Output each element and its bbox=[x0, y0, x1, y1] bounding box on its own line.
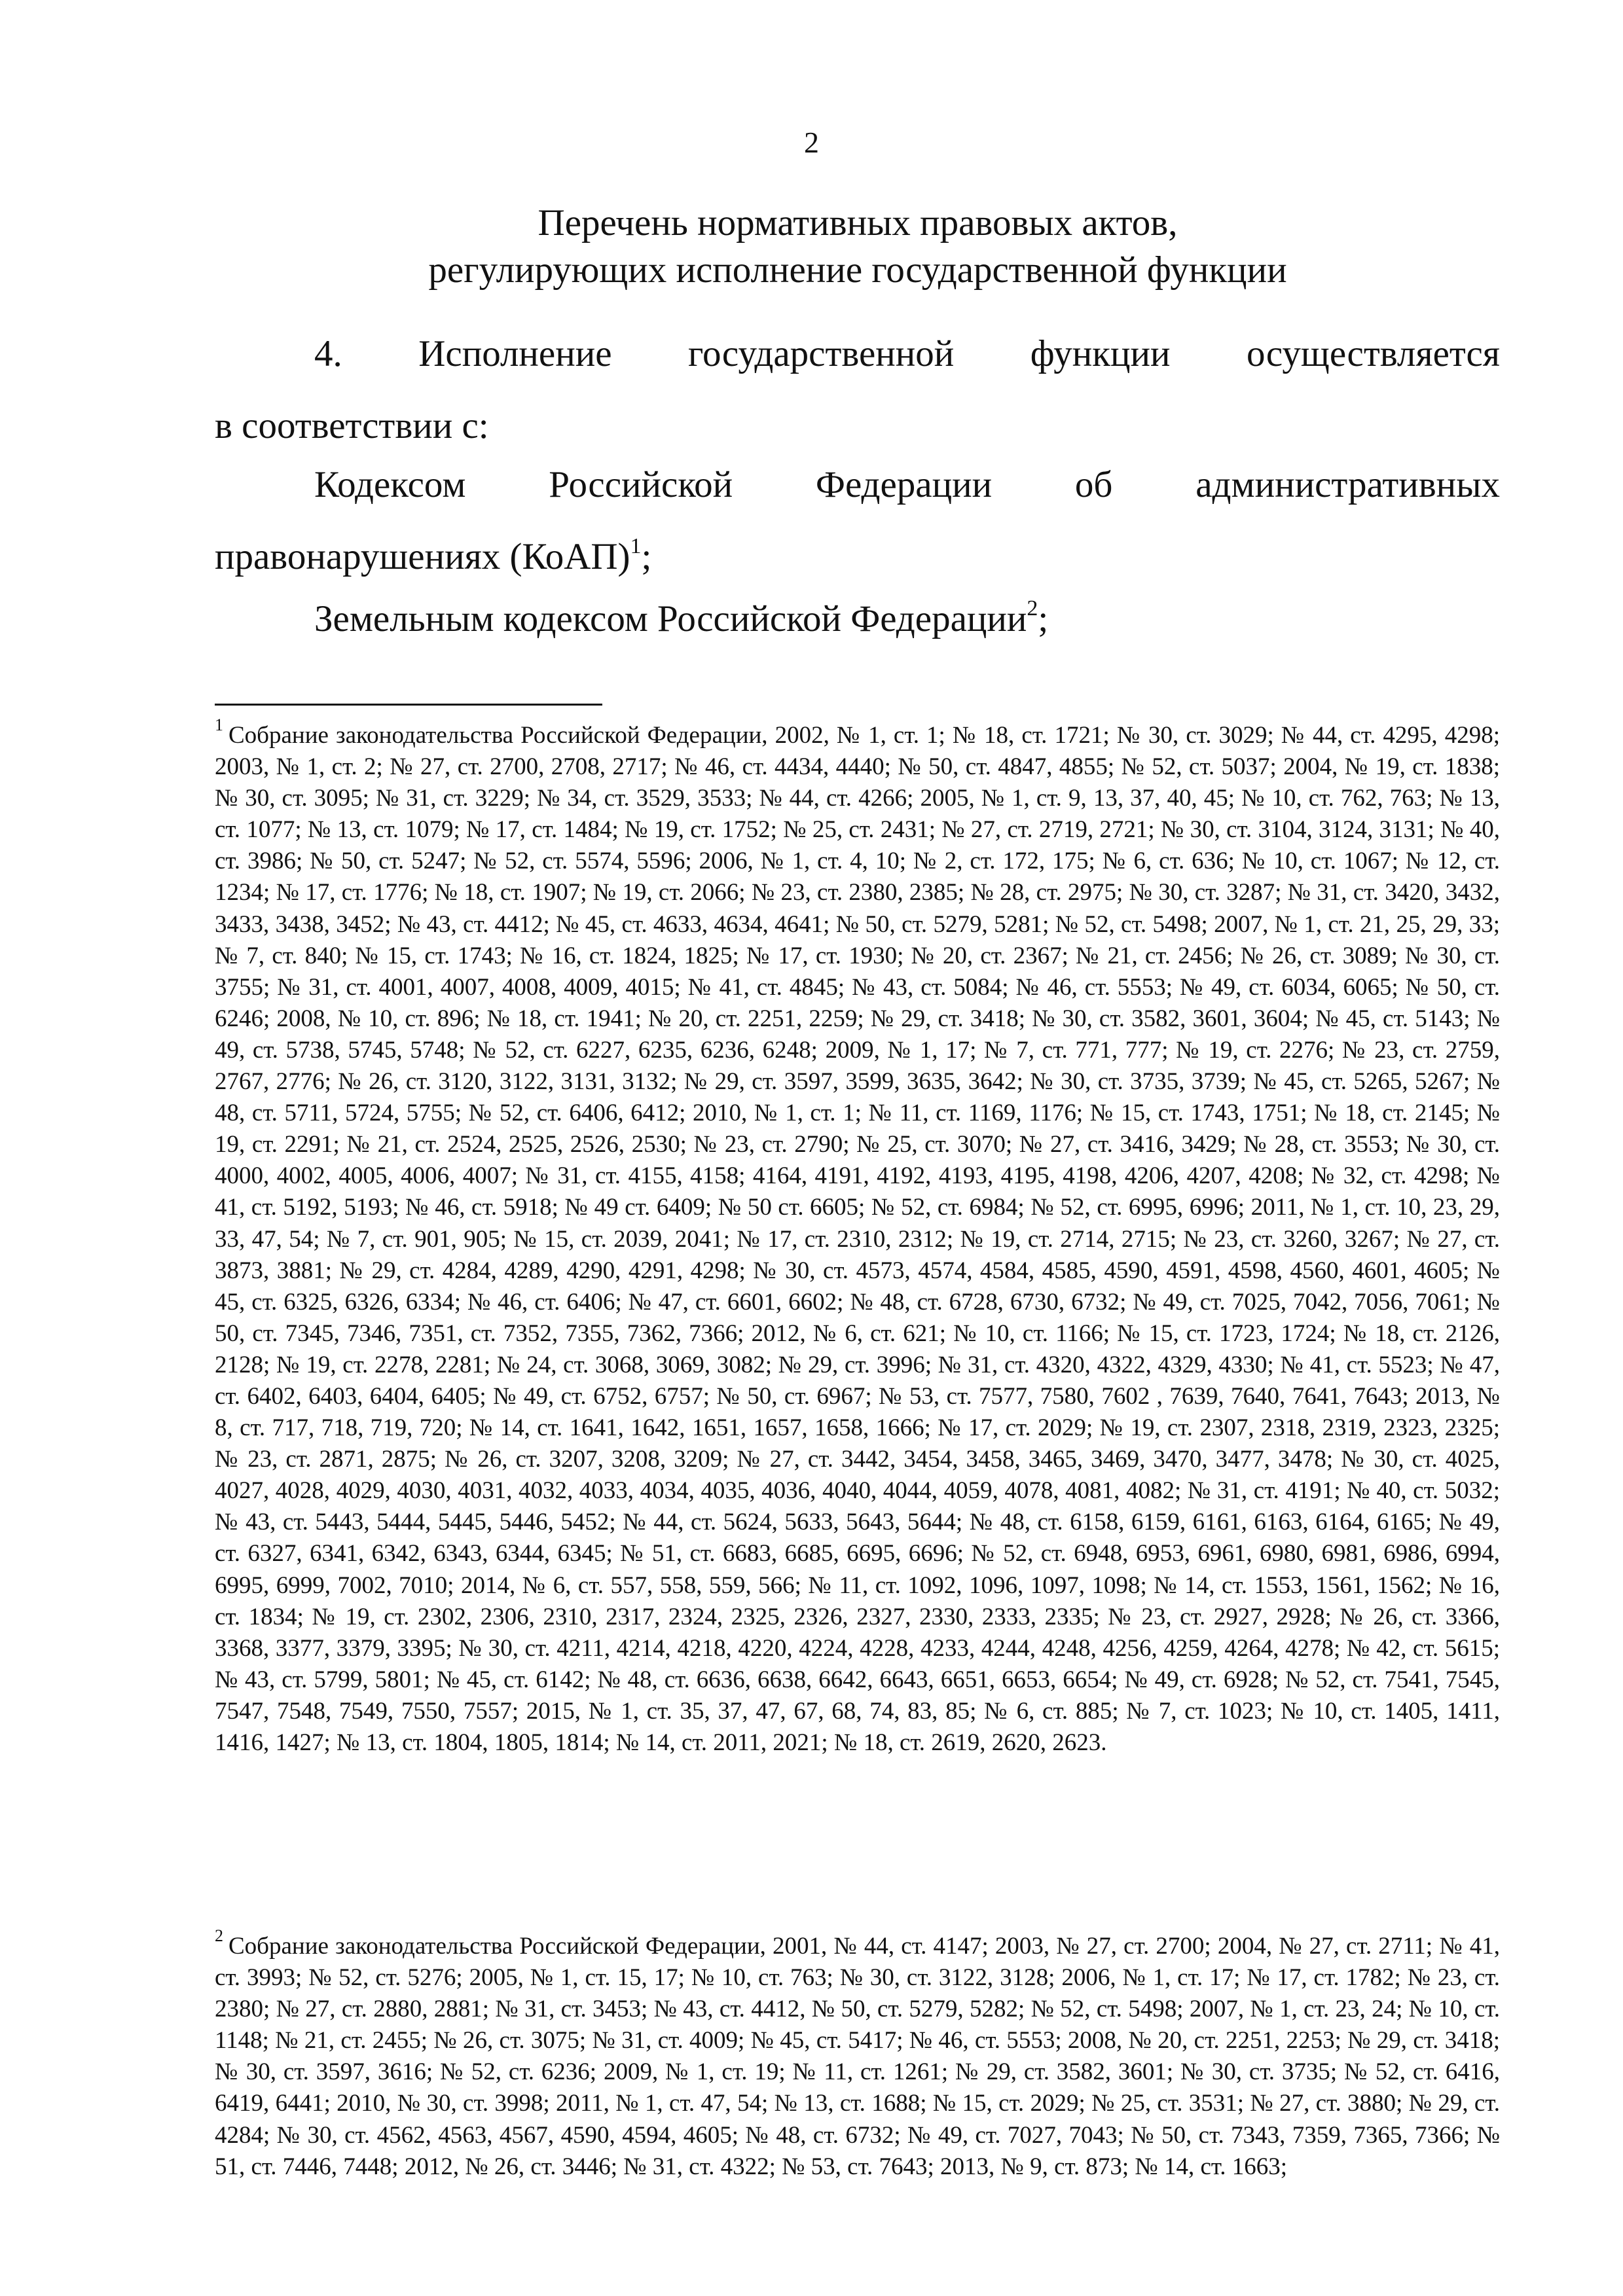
footnote-separator bbox=[215, 704, 602, 706]
clause-4-line-1: 4. Исполнение государственной функции осуществляется bbox=[314, 333, 1500, 374]
clause-4-line-2: в соответствии с: bbox=[215, 405, 489, 446]
koap-item-line-2 bbox=[215, 533, 1500, 581]
page-number: 2 bbox=[804, 126, 819, 159]
footnote-1 bbox=[215, 715, 1500, 1759]
section-heading-line-2: регулирующих исполнение государственной функции bbox=[428, 249, 1287, 291]
land-code-text: Земельным кодексом Российской Федерации bbox=[314, 598, 1027, 639]
land-code-item bbox=[215, 596, 1500, 643]
footnote-1-text: Собрание законодательства Российской Федерации, 2002, № 1, ст. 1; № 18, ст. 1721; № 30, ст. 3029; № 44, ст. 4295, 4298; 2003, № 1, ст. 2; № 27, ст. 2700, 2708, 2717; № 46, ст. 4434, 4440; № 50, ст. 4847, 4855; № 52, ст. 5037; 2004, № 19, ст. 1838; № 30, ст. 3095; № 31, ст. 3229; № 34, ст. 3529, 3533; № 44, ст. 4266; 2005, № 1, ст. 9, 13, 37, 40, 45; № 10, ст. 762, 763; № 13, ст. 1077; № 13, ст. 1079; № 17, ст. 1484; № 19, ст. 1752; № 25, ст. 2431; № 27, ст. 2719, 2721; № 30, ст. 3104, 3124, 3131; № 40, ст. 3986; № 50, ст. 5247; № 52, ст. 5574, 5596; 2006, № 1, ст. 4, 10; № 2, ст. 172, 175; № 6, ст. 636; № 10, ст. 1067; № 12, ст. 1234; № 17, ст. 1776; № 18, ст. 1907; № 19, ст. 2066; № 23, ст. 2380, 2385; № 28, ст. 2975; № 30, ст. 3287; № 31, ст. 3420, 3432, 3433, 3438, 3452; № 43, ст. 4412; № 45, ст. 4633, 4634, 4641; № 50, ст. 5279, 5281; № 52, ст. 5498; 2007, № 1, ст. 21, 25, 29, 33; № 7, ст. 840; № 15, ст. 1743; № 16, ст. 1824, 1825; № 17, ст. 1930; № 20, ст. 2367; № 21, ст. 2456; № 26, ст. 3089; № 30, ст. 3755; № 31, ст. 4001, 4007, 4008, 4009, 4015; № 41, ст. 4845; № 43, ст. 5084; № 46, ст. 5553; № 49, ст. 6034, 6065; № 50, ст. 6246; 2008, № 10, ст. 896; № 18, ст. 1941; № 20, ст. 2251, 2259; № 29, ст. 3418; № 30, ст. 3582, 3601, 3604; № 45, ст. 5143; № 49, ст. 5738, 5745, 5748; № 52, ст. 6227, 6235, 6236, 6248; 2009, № 1, 17; № 7, ст. 771, 777; № 19, ст. 2276; № 23, ст. 2759, 2767, 2776; № 26, ст. 3120, 3122, 3131, 3132; № 29, ст. 3597, 3599, 3635, 3642; № 30, ст. 3735, 3739; № 45, ст. 5265, 5267; № 48, ст. 5711, 5724, 5755; № 52, ст. 6406, 6412; 2010, № 1, ст. 1; № 11, ст. 1169, 1176; № 15, ст. 1743, 1751; № 18, ст. 2145; № 19, ст. 2291; № 21, ст. 2524, 2525, 2526, 2530; № 23, ст. 2790; № 25, ст. 3070; № 27, ст. 3416, 3429; № 28, ст. 3553; № 30, ст. 4000, 4002, 4005, 4006, 4007; № 31, ст. 4155, 4158; 4164, 4191, 4192, 4193, 4195, 4198, 4206, 4207, 4208; № 32, ст. 4298; № 41, ст. 5192, 5193; № 46, ст. 5918; № 49 ст. 6409; № 50 ст. 6605; № 52, ст. 6984; № 52, ст. 6995, 6996; 2011, № 1, ст. 10, 23, 29, 33, 47, 54; № 7, ст. 901, 905; № 15, ст. 2039, 2041; № 17, ст. 2310, 2312; № 19, ст. 2714, 2715; № 23, ст. 3260, 3267; № 27, ст. 3873, 3881; № 29, ст. 4284, 4289, 4290, 4291, 4298; № 30, ст. 4573, 4574, 4584, 4585, 4590, 4591, 4598, 4560, 4601, 4605; № 45, ст. 6325, 6326, 6334; № 46, ст. 6406; № 47, ст. 6601, 6602; № 48, ст. 6728, 6730, 6732; № 49, ст. 7025, 7042, 7056, 7061; № 50, ст. 7345, 7346, 7351, ст. 7352, 7355, 7362, 7366; 2012, № 6, ст. 621; № 10, ст. 1166; № 15, ст. 1723, 1724; № 18, ст. 2126, 2128; № 19, ст. 2278, 2281; № 24, ст. 3068, 3069, 3082; № 29, ст. 3996; № 31, ст. 4320, 4322, 4329, 4330; № 41, ст. 5523; № 47, ст. 6402, 6403, 6404, 6405; № 49, ст. 6752, 6757; № 50, ст. 6967; № 53, ст. 7577, 7580, 7602 , 7639, 7640, 7641, 7643; 2013, № 8, ст. 717, 718, 719, 720; № 14, ст. 1641, 1642, 1651, 1657, 1658, 1666; № 17, ст. 2029; № 19, ст. 2307, 2318, 2319, 2323, 2325; № 23, ст. 2871, 2875; № 26, ст. 3207, 3208, 3209; № 27, ст. 3442, 3454, 3458, 3465, 3469, 3470, 3477, 3478; № 30, ст. 4025, 4027, 4028, 4029, 4030, 4031, 4032, 4033, 4034, 4035, 4036, 4040, 4044, 4059, 4078, 4081, 4082; № 31, ст. 4191; № 40, ст. 5032; № 43, ст. 5443, 5444, 5445, 5446, 5452; № 44, ст. 5624, 5633, 5643, 5644; № 48, ст. 6158, 6159, 6161, 6163, 6164, 6165; № 49, ст. 6327, 6341, 6342, 6343, 6344, 6345; № 51, ст. 6683, 6685, 6695, 6696; № 52, ст. 6948, 6953, 6961, 6980, 6981, 6986, 6994, 6995, 6999, 7002, 7010; 2014, № 6, ст. 557, 558, 559, 566; № 11, ст. 1092, 1096, 1097, 1098; № 14, ст. 1553, 1561, 1562; № 16, ст. 1834; № 19, ст. 2302, 2306, 2310, 2317, 2324, 2325, 2326, 2327, 2330, 2333, 2335; № 23, ст. 2927, 2928; № 26, ст. 3366, 3368, 3377, 3379, 3395; № 30, ст. 4211, 4214, 4218, 4220, 4224, 4228, 4233, 4244, 4248, 4256, 4259, 4264, 4278; № 42, ст. 5615; № 43, ст. 5799, 5801; № 45, ст. 6142; № 48, ст. 6636, 6638, 6642, 6643, 6651, 6653, 6654; № 49, ст. 6928; № 52, ст. 7541, 7545, 7547, 7548, 7549, 7550, 7557; 2015, № 1, ст. 35, 37, 47, 67, 68, 74, 83, 85; № 6, ст. 885; № 7, ст. 1023; № 10, ст. 1405, 1411, 1416, 1427; № 13, ст. 1804, 1805, 1814; № 14, ст. 2011, 2021; № 18, ст. 2619, 2620, 2623. bbox=[215, 722, 1500, 1756]
footnote-ref-2[interactable]: 2 bbox=[1027, 596, 1038, 620]
footnote-ref-1[interactable]: 1 bbox=[630, 534, 642, 558]
footnote-2-mark: 2 bbox=[215, 1926, 223, 1945]
section-heading-line-1: Перечень нормативных правовых актов, bbox=[538, 202, 1178, 243]
footnote-2 bbox=[215, 1926, 1500, 2183]
land-code-tail: ; bbox=[1038, 598, 1049, 639]
koap-item-text: правонарушениях (КоАП) bbox=[215, 536, 630, 577]
footnote-1-mark: 1 bbox=[215, 715, 223, 734]
koap-item-line-1: Кодексом Российской Федерации об административных bbox=[314, 464, 1500, 505]
section-heading bbox=[229, 200, 1486, 294]
koap-item-tail: ; bbox=[641, 536, 652, 577]
footnote-2-text: Собрание законодательства Российской Федерации, 2001, № 44, ст. 4147; 2003, № 27, ст. 2700; 2004, № 27, ст. 2711; № 41, ст. 3993; № 52, ст. 5276; 2005, № 1, ст. 15, 17; № 10, ст. 763; № 30, ст. 3122, 3128; 2006, № 1, ст. 17; № 17, ст. 1782; № 23, ст. 2380; № 27, ст. 2880, 2881; № 31, ст. 3453; № 43, ст. 4412, № 50, ст. 5279, 5282; № 52, ст. 5498; 2007, № 1, ст. 23, 24; № 10, ст. 1148; № 21, ст. 2455; № 26, ст. 3075; № 31, ст. 4009; № 45, ст. 5417; № 46, ст. 5553; 2008, № 20, ст. 2251, 2253; № 29, ст. 3418; № 30, ст. 3597, 3616; № 52, ст. 6236; 2009, № 1, ст. 19; № 11, ст. 1261; № 29, ст. 3582, 3601; № 30, ст. 3735; № 52, ст. 6416, 6419, 6441; 2010, № 30, ст. 3998; 2011, № 1, ст. 47, 54; № 13, ст. 1688; № 15, ст. 2029; № 25, ст. 3531; № 27, ст. 3880; № 29, ст. 4284; № 30, ст. 4562, 4563, 4567, 4590, 4594, 4605; № 48, ст. 6732; № 49, ст. 7027, 7043; № 50, ст. 7343, 7359, 7365, 7366; № 51, ст. 7446, 7448; 2012, № 26, ст. 3446; № 31, ст. 4322; № 53, ст. 7643; 2013, № 9, ст. 873; № 14, ст. 1663; bbox=[215, 1933, 1500, 2180]
